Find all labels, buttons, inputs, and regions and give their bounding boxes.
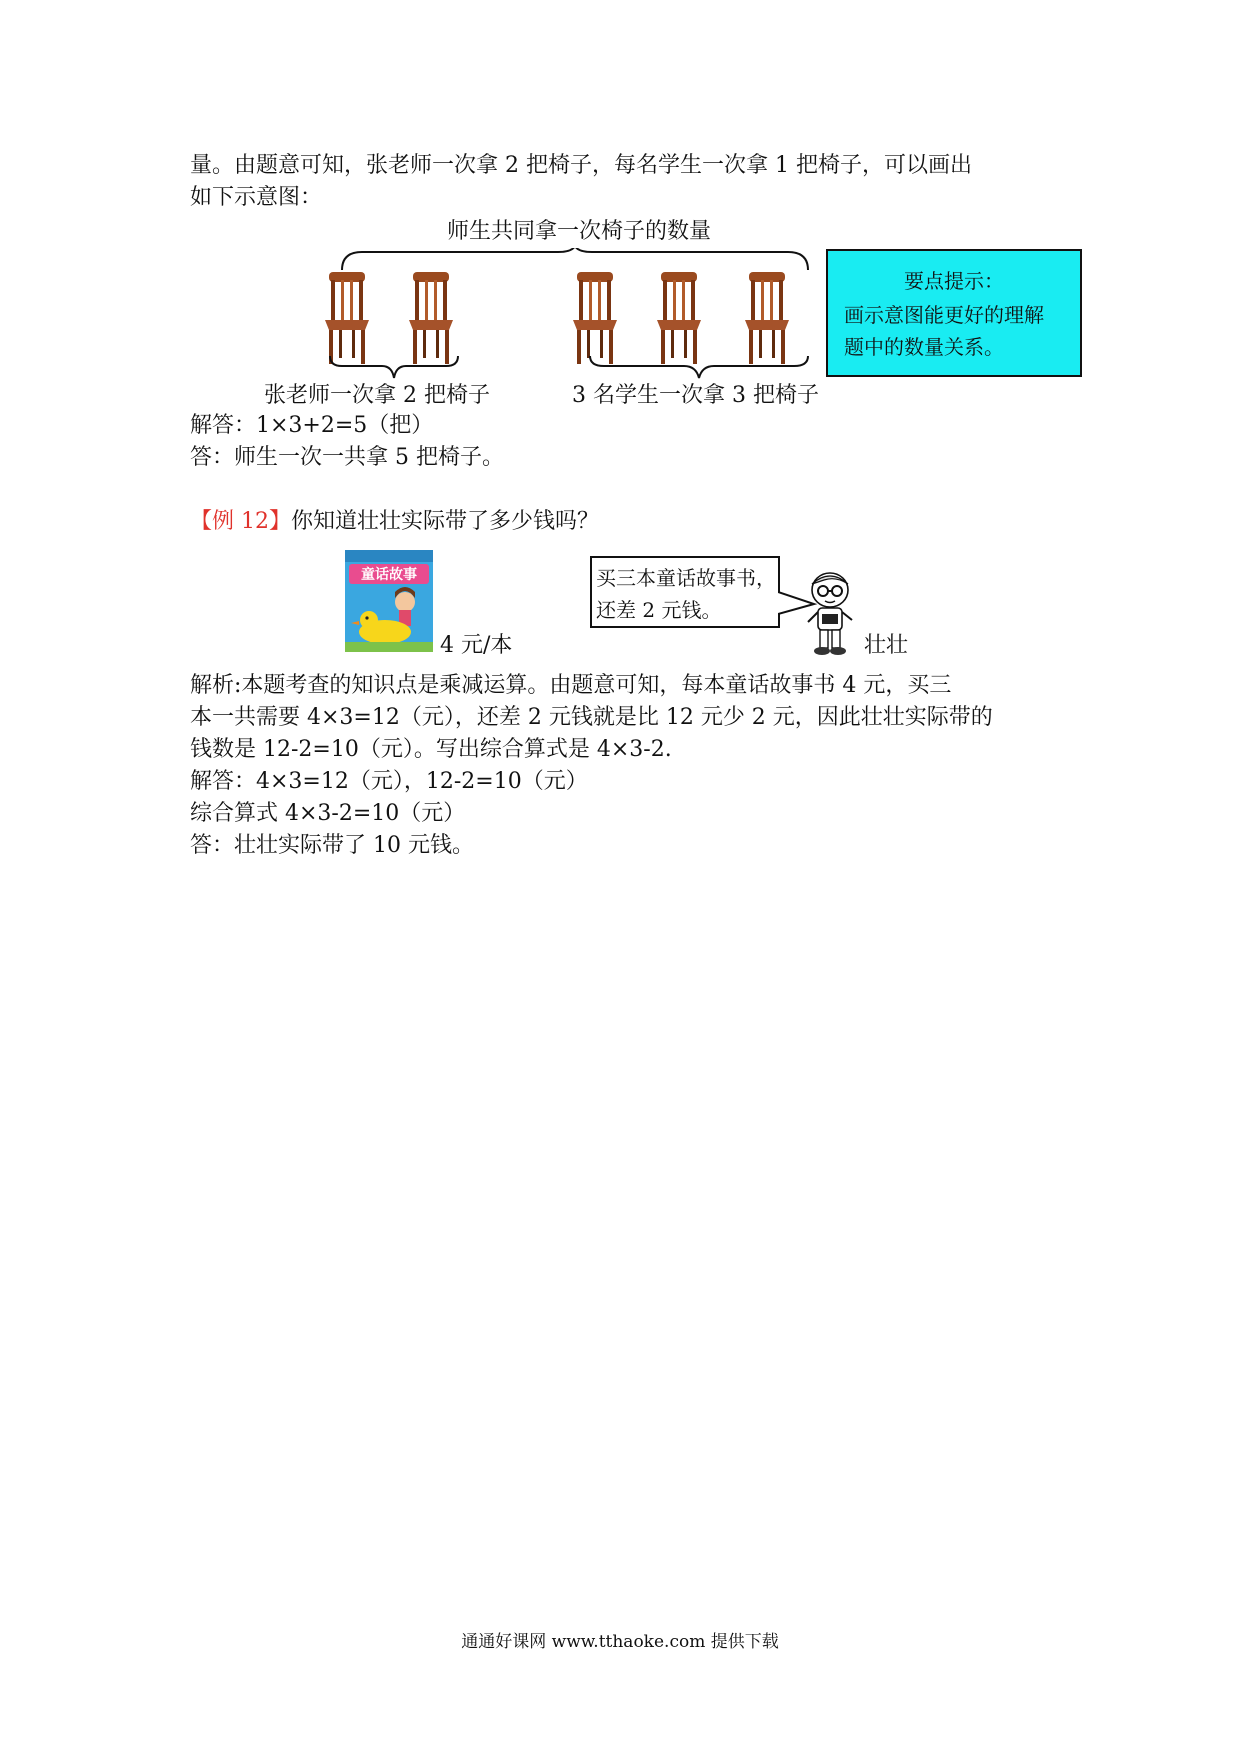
example-question: 你知道壮壮实际带了多少钱吗？ [291,509,600,534]
solution-11: 解答：1×3+2=5（把） [190,413,434,438]
book-title: 童话故事 [361,567,417,583]
analysis-line-1: 解析:本题考查的知识点是乘减运算。由题意可知，每本童话故事书 4 元，买三 [190,673,952,698]
intro-line-1: 量。由题意可知，张老师一次拿 2 把椅子，每名学生一次拿 1 把椅子，可以画出 [190,153,972,178]
analysis-line-3: 钱数是 12-2=10（元）。写出综合算式是 4×3-2. [190,737,672,762]
chair-icon [653,268,705,366]
character-name: 壮壮 [864,633,909,658]
speech-line-1: 买三本童话故事书， [596,566,776,590]
intro-line-2: 如下示意图： [190,185,323,210]
solution-12-line-2: 综合算式 4×3-2=10（元） [190,801,466,826]
book-cover-image [345,550,433,652]
answer-11: 答：师生一次一共拿 5 把椅子。 [190,445,504,470]
boy-character-icon [800,570,860,656]
chair-icon [741,268,793,366]
tip-line-2: 题中的数量关系。 [844,335,1004,359]
answer-12: 答：壮壮实际带了 10 元钱。 [190,833,474,858]
analysis-line-2: 本一共需要 4×3=12（元），还差 2 元钱就是比 12 元少 2 元，因此壮壮实际带的 [190,705,993,730]
chair-icon [569,268,621,366]
chair-icon [321,268,373,366]
tip-line-1: 画示意图能更好的理解 [844,303,1044,327]
diagram-top-label: 师生共同拿一次椅子的数量 [447,219,712,244]
example-tag: 【例 12】 [190,509,291,534]
book-price: 4 元/本 [440,633,513,658]
chair-icon [405,268,457,366]
page-footer: 通通好课网 www.tthaoke.com 提供下载 [461,1632,779,1652]
speech-line-2: 还差 2 元钱。 [596,598,722,622]
speech-bubble [590,556,780,628]
teacher-brace [328,354,460,380]
tip-title: 要点提示： [904,269,1004,293]
students-brace [588,354,810,380]
students-label: 3 名学生一次拿 3 把椅子 [572,383,819,408]
example-12-heading [190,506,599,538]
teacher-label: 张老师一次拿 2 把椅子 [264,383,490,408]
solution-12-line-1: 解答：4×3=12（元），12-2=10（元） [190,769,588,794]
tip-box [826,249,1082,377]
